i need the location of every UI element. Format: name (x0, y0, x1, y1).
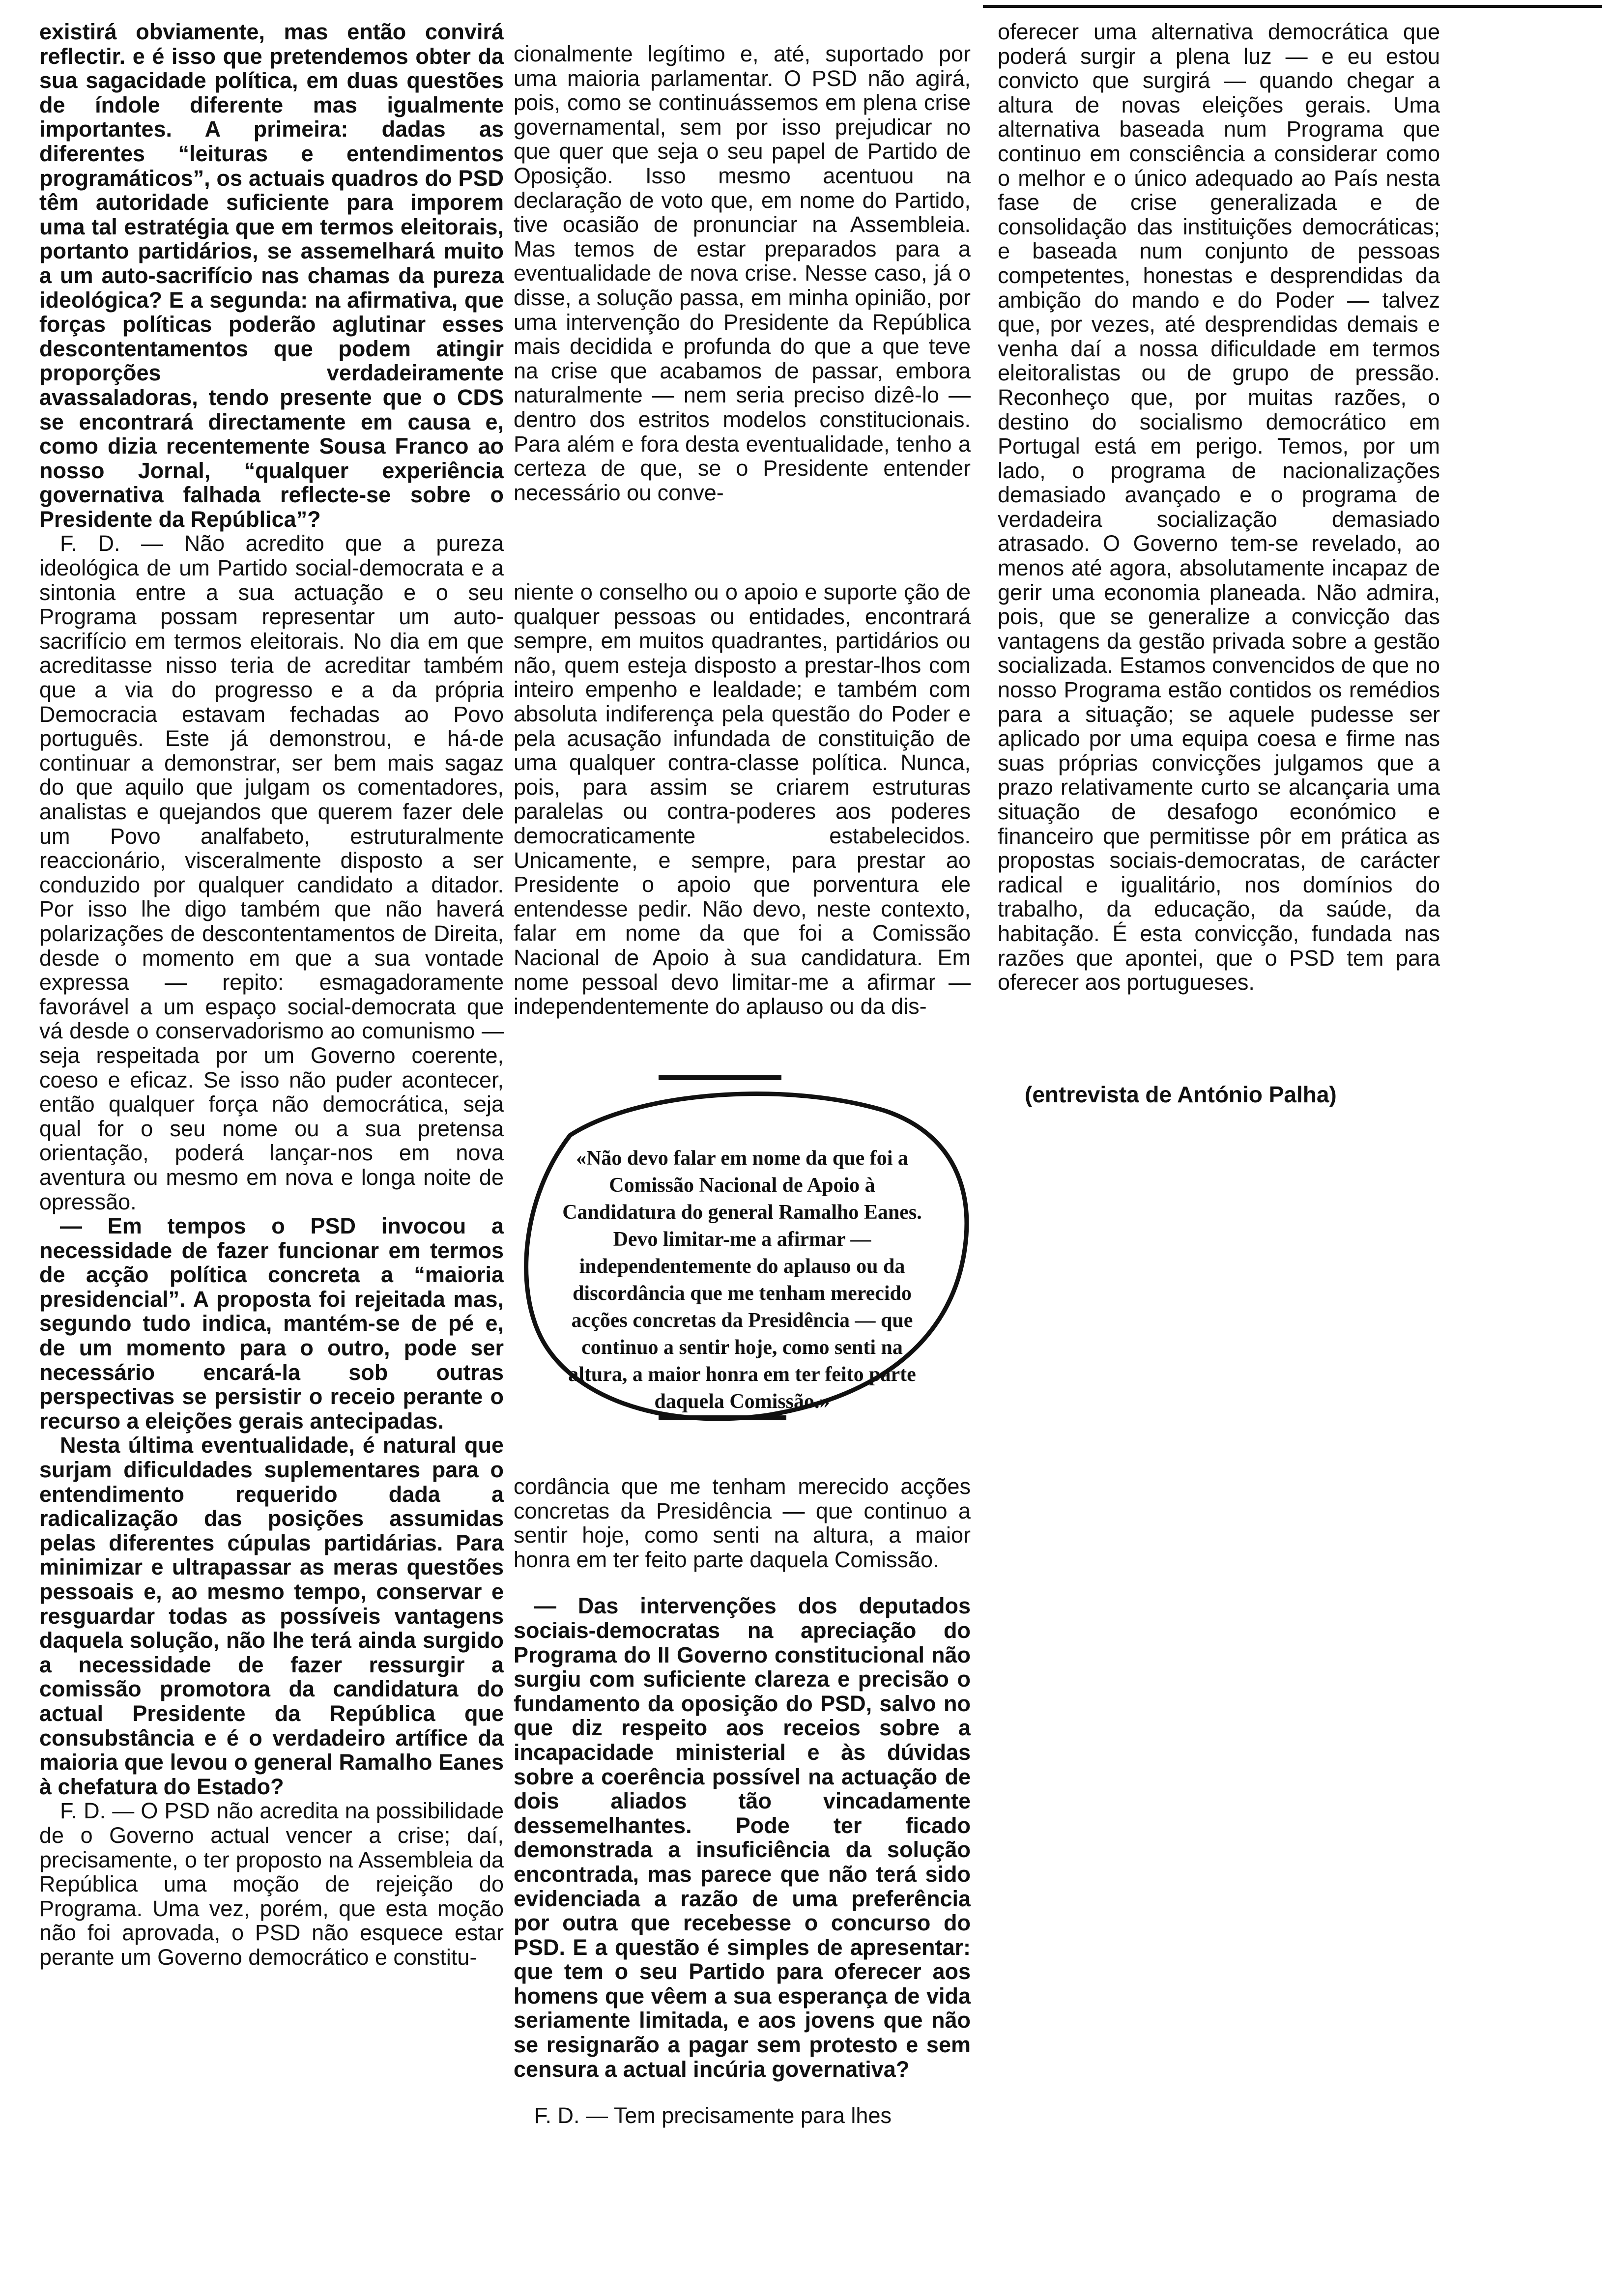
question-paragraph-3: Nesta última eventualidade, é natural que surjam dificuldades suplementares para o entendimento requerido dada a radicalização das posições assumidas pelas diferentes cúpulas partidárias. Para minimizar e ultrapassar as meras questões pessoais e, ao mesmo tempo, conservar e resguardar todas as possíveis vantagens daquela solução, não lhe terá ainda surgido a necessidade de fazer ressurgir a comissão promotora da candidatura do actual Presidente da República que consubstância e é o verdadeiro artífice da maioria que levou o general Ramalho Eanes à chefatura do Estado? (39, 1433, 504, 1799)
quote-rule-bottom (659, 1415, 786, 1420)
column-3 (998, 20, 1440, 995)
question-paragraph-1: existirá obviamente, mas então convirá reflectir. e é isso que pretendemos obter da sua sagacidade política, em duas questões de índole diferente mas igualmente importantes. A primeira: dadas as diferentes “leituras e entendimentos programáticos”, os actuais quadros do PSD têm autoridade suficiente para imporem uma tal estratégia que em termos eleitorais, portanto partidários, se assemelhará muito a um auto-sacrifício nas chamas da pureza ideológica? E a segunda: na afirmativa, que forças políticas poderão aglutinar esses descontentamentos que podem atingir proporções verdadeiramente avassaladoras, tendo presente que o CDS se encontrará directamente em causa e, como dizia recentemente Sousa Franco ao nosso Jornal, “qualquer experiência governativa falhada reflecte-se sobre o Presidente da República”? (39, 19, 504, 532)
answer-conclusion: oferecer uma alternativa democrática que poderá surgir a plena luz — e eu estou convicto que surgirá — quando chegar a altura de novas eleições gerais. Uma alternativa baseada num Programa que continuo em consciência a considerar como o melhor e o único adequado ao País nesta fase de crise generalizada e de consolidação das instituições democráticas; e baseada num conjunto de pessoas competentes, honestas e desprendidas da ambição do mando e do Poder — talvez que, por vezes, até desprendidas demais e venha daí a nossa dificuldade em termos eleitoralistas ou de grupo de pressão. Reconheço que, por muitas razões, o destino do socialismo democrático em Portugal está em perigo. Temos, por um lado, o programa de nacionalizações demasiado avançado e o programa de verdadeira socialização demasiado atrasado. O Governo tem-se revelado, ao menos até agora, absolutamente incapaz de gerir uma economia planeada. Não admira, pois, que se generalize a convicção das vantagens da gestão privada sobre a gestão socializada. Estamos convencidos de que no nosso Programa estão contidos os remédios para a situação; se aquele pudesse ser aplicado por uma equipa coesa e firme nas suas próprias convicções julgamos que a prazo relativamente curto se alcançaria uma situação de desafogo económico e financeiro que permitisse pôr em prática as propostas sociais-democratas, de carácter radical e igualitário, nos domínios do trabalho, da educação, da saúde, da habitação. É esta convicção, fundada nas razões que apontei, que o PSD tem para oferecer aos portugueses. (998, 19, 1440, 995)
answer-paragraph-2: F. D. — O PSD não acredita na possibilidade de o Governo actual vencer a crise; daí, precisamente, o ter proposto na Assembleia da República uma moção de rejeição do Programa. Uma vez, porém, que esta moção não foi aprovada, o PSD não esquece estar perante um Governo democrático e constitu- (39, 1798, 504, 1970)
column-1 (39, 20, 504, 1970)
answer-continuation-2: niente o conselho ou o apoio e suporte ção de qualquer pessoas ou entidades, encontrará sempre, em muitos quadrantes, partidários ou não, quem esteja disposto a prestar-lhos com inteiro empenho e lealdade; e também com absoluta indiferença pela questão do Poder e pela acusação infundada de constituição de uma qualquer contra-classe política. Nunca, pois, para assim se criarem estruturas paralelas ou contra-poderes aos poderes democraticamente estabelecidos. Unicamente, e sempre, para prestar ao Presidente o apoio que porventura ele entendesse pedir. Não devo, neste contexto, falar em nome da que foi a Comissão Nacional de Apoio à sua candidatura. Em nome pessoal devo limitar-me a afirmar — independentemente do aplauso ou da dis- (514, 579, 971, 1019)
answer-paragraph-1: F. D. — Não acredito que a pureza ideológica de um Partido social-democrata e a sintonia entre a sua actuação e o seu Programa possam representar um auto-sacrifício em termos eleitorais. No dia em que acreditasse nisso teria de acreditar também que a via do progresso e a da própria Democracia estavam fechadas ao Povo português. Este já demonstrou, e há-de continuar a demonstrar, ser bem mais sagaz do que aquilo que julgam os comentadores, analistas e quejandos que querem fazer dele um Povo analfabeto, estruturalmente reaccionário, visceralmente disposto a ser conduzido por qualquer candidato a ditador. Por isso lhe digo também que não haverá polarizações de descontentamentos de Direita, desde o momento em que a sua vontade expressa — repito: esmagadoramente favorável a um espaço social-democrata que vá desde o conservadorismo ao comunismo — seja respeitada por um Governo coerente, coeso e eficaz. Se isso não puder acontecer, então qualquer força não democrática, seja qual for o seu nome ou a sua pretensa orientação, poderá lançar-nos em nova aventura ou mesmo em nova e longa noite de opressão. (39, 531, 504, 1214)
quote-rule-top (659, 1075, 781, 1080)
question-paragraph-2: — Em tempos o PSD invocou a necessidade de fazer funcionar em termos de acção política concreta a “maioria presidencial”. A proposta foi rejeitada mas, segundo tudo indica, mantém-se de pé e, de um momento para o outro, pode ser necessário encará-la sob outras perspectivas se persistir o receio perante o recurso a eleições gerais antecipadas. (39, 1213, 504, 1434)
answer-continuation-3: cordância que me tenham merecido acções concretas da Presidência — que continuo a sentir hoje, como senti na altura, a maior honra em ter feito parte daquela Comissão. (514, 1474, 971, 1572)
column-2-top (514, 20, 971, 527)
column-2-bottom (514, 1452, 971, 2150)
column-2-middle (514, 558, 971, 1041)
answer-continuation: cionalmente legítimo e, até, suportado por uma maioria parlamentar. O PSD não agirá, pois, como se continuássemos em plena crise governamental, sem por isso prejudicar no que quer que seja o seu papel de Partido de Oposição. Isso mesmo acentuou na declaração de voto que, em nome do Partido, tive ocasião de pronunciar na Assembleia. Mas temos de estar preparados para a eventualidade de nova crise. Nesse caso, já o disse, a solução passa, em minha opinião, por uma intervenção do Presidente da República mais decidida e profunda do que a que teve na crise que acabamos de passar, embora naturalmente — nem seria preciso dizê-lo — dentro dos estritos modelos constitucionais. Para além e fora desta eventualidade, tenho a certeza de que, se o Presidente entender necessário ou conve- (514, 41, 971, 505)
pull-quote (511, 1081, 983, 1435)
question-paragraph-4: — Das intervenções dos deputados sociais-democratas na apreciação do Programa do II Governo constitucional não surgiu com suficiente clareza e precisão o fundamento da oposição do PSD, salvo no que diz respeito aos receios sobre a incapacidade ministerial e às dúvidas sobre a coerência possível na actuação de dois aliados tão vincadamente dessemelhantes. Pode ter ficado demonstrada a insuficiência da solução encontrada, mas parece que não terá sido evidenciada a razão de uma preferência por outra que recebesse o concurso do PSD. E a questão é simples de apresentar: que tem o seu Partido para oferecer aos homens que vêem a sua esperança de vida seriamente limitada, e aos jovens que não se resignarão a pagar sem protesto e sem censura a actual incúria governativa? (514, 1593, 971, 2082)
answer-paragraph-3: F. D. — Tem precisamente para lhes (534, 2103, 892, 2128)
top-rule (983, 5, 1602, 8)
interview-credit: (entrevista de António Palha) (1025, 1082, 1337, 1107)
pull-quote-text: «Não devo falar em nome da que foi a Comissão Nacional de Apoio à Candidatura do general Ramalho Eanes. Devo limitar-me a afirmar — independentemente do aplauso ou da discordância que me tenham merecido acções concretas da Presidência — que continuo a sentir hoje, como senti na altura, a maior honra em ter feito parte daquela Comissão.» (562, 1147, 922, 1413)
